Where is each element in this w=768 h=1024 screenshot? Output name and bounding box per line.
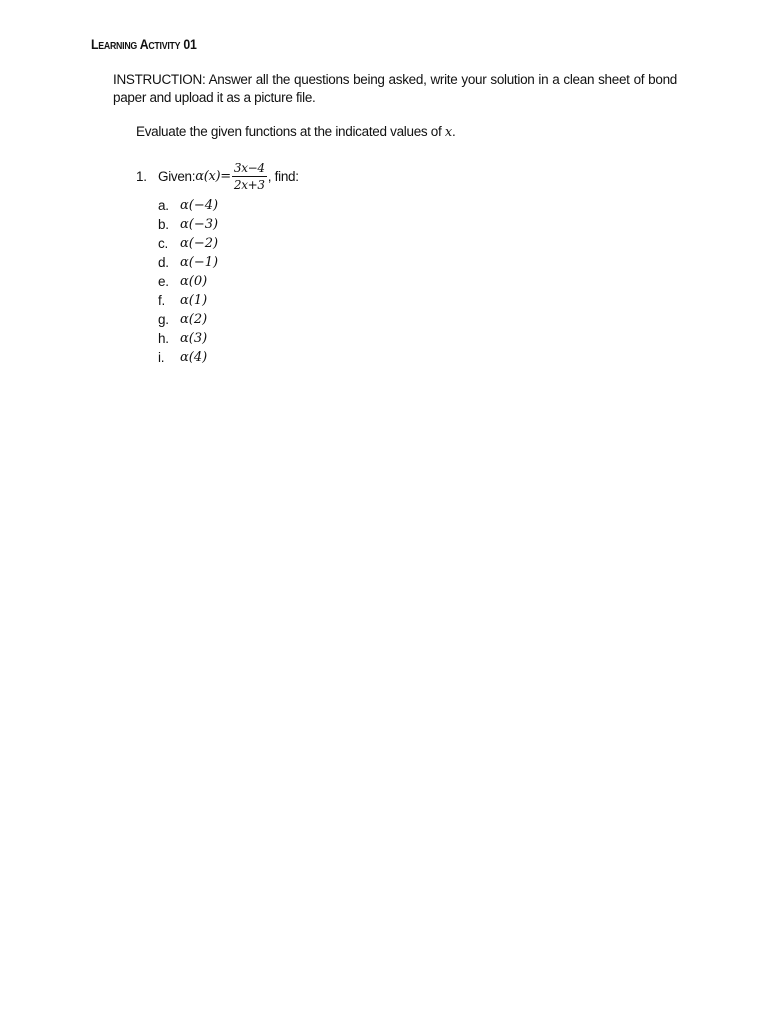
item-expression: α(−3) (180, 217, 219, 232)
sub-items-list (158, 196, 218, 367)
item-letter: i. (158, 350, 165, 365)
item-letter: f. (158, 293, 165, 308)
list-item (158, 329, 218, 348)
list-item (158, 196, 218, 215)
activity-title: Learning Activity 01 (91, 36, 197, 52)
item-expression: α(−1) (180, 255, 219, 270)
item-expression: α(0) (180, 274, 208, 289)
function-lhs: α(x)= (195, 168, 231, 184)
item-expression: α(1) (180, 293, 208, 308)
list-item (158, 310, 218, 329)
question-1 (136, 158, 299, 194)
given-label: Given: (158, 168, 196, 184)
question-number: 1. (136, 168, 147, 184)
evaluate-prompt (136, 123, 455, 142)
function-fraction (232, 161, 267, 192)
item-letter: b. (158, 217, 169, 232)
fraction-denominator: 2x+3 (233, 177, 265, 192)
list-item (158, 348, 218, 367)
item-letter: d. (158, 255, 169, 270)
item-letter: c. (158, 236, 168, 251)
item-letter: h. (158, 331, 169, 346)
item-expression: α(−2) (180, 236, 219, 251)
list-item (158, 253, 218, 272)
item-letter: a. (158, 198, 169, 213)
find-label: , find: (267, 168, 299, 184)
item-expression: α(3) (180, 331, 208, 346)
item-expression: α(2) (180, 312, 208, 327)
list-item (158, 215, 218, 234)
item-expression: α(4) (180, 350, 208, 365)
evaluate-suffix: . (451, 124, 456, 139)
item-letter: e. (158, 274, 169, 289)
evaluate-variable: x (444, 125, 452, 140)
fraction-numerator: 3x−4 (233, 160, 265, 175)
list-item (158, 272, 218, 291)
item-expression: α(−4) (180, 198, 219, 213)
list-item (158, 234, 218, 253)
instruction-text: INSTRUCTION: Answer all the questions being asked, write your solution in a clean sheet of bond paper and upload it as a picture file. (113, 72, 677, 105)
evaluate-prefix: Evaluate the given functions at the indicated values of (136, 124, 445, 139)
list-item (158, 291, 218, 310)
item-letter: g. (158, 312, 169, 327)
